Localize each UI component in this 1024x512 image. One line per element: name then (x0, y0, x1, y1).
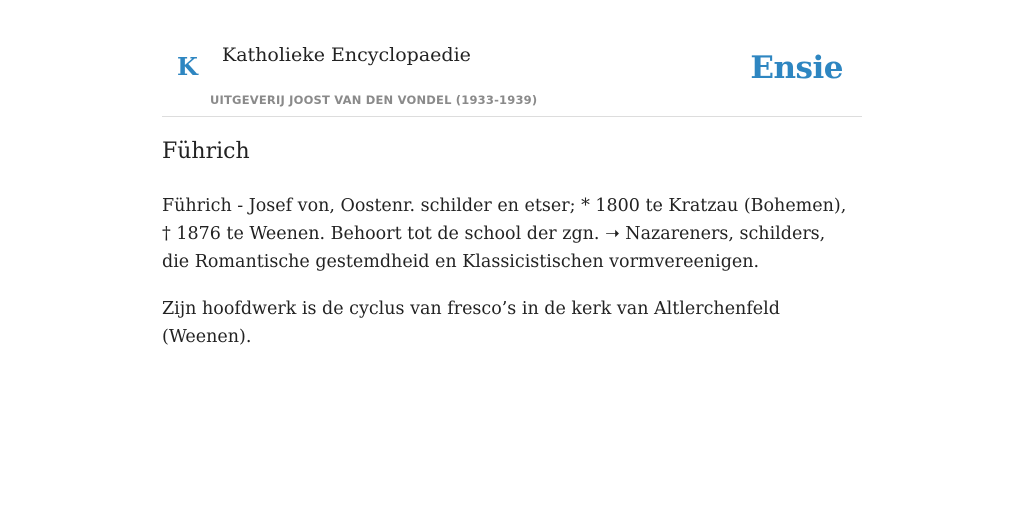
paragraph-1-text-before: Führich - Josef von, Oostenr. schilder en etser; * 1800 te Kratzau (Bohemen), † 1876 te Weenen. Behoort tot de school der zgn. (162, 196, 847, 244)
entry-paragraph-2: Zijn hoofdwerk is de cyclus van fresco’s in de kerk van Altlerchenfeld (Weenen). (162, 299, 780, 347)
ensie-brand-link[interactable]: Ensie (750, 50, 843, 86)
site-header (162, 0, 862, 117)
logo-icon[interactable]: K (177, 52, 198, 81)
site-title-link[interactable]: Katholieke Encyclopaedie (222, 44, 471, 66)
entry-content (162, 192, 852, 370)
nazareners-link[interactable]: ➝ Nazareners (605, 224, 729, 244)
entry-title: Führich (162, 139, 250, 164)
publisher-subtitle: UITGEVERIJ JOOST VAN DEN VONDEL (1933-1939) (210, 93, 538, 107)
entry-paragraph-1 (162, 192, 852, 276)
page (162, 0, 862, 512)
paragraph-1-text-after: , schilders, die Romantische gestemdheid en Klassicistischen vormvereenigen. (162, 224, 826, 272)
